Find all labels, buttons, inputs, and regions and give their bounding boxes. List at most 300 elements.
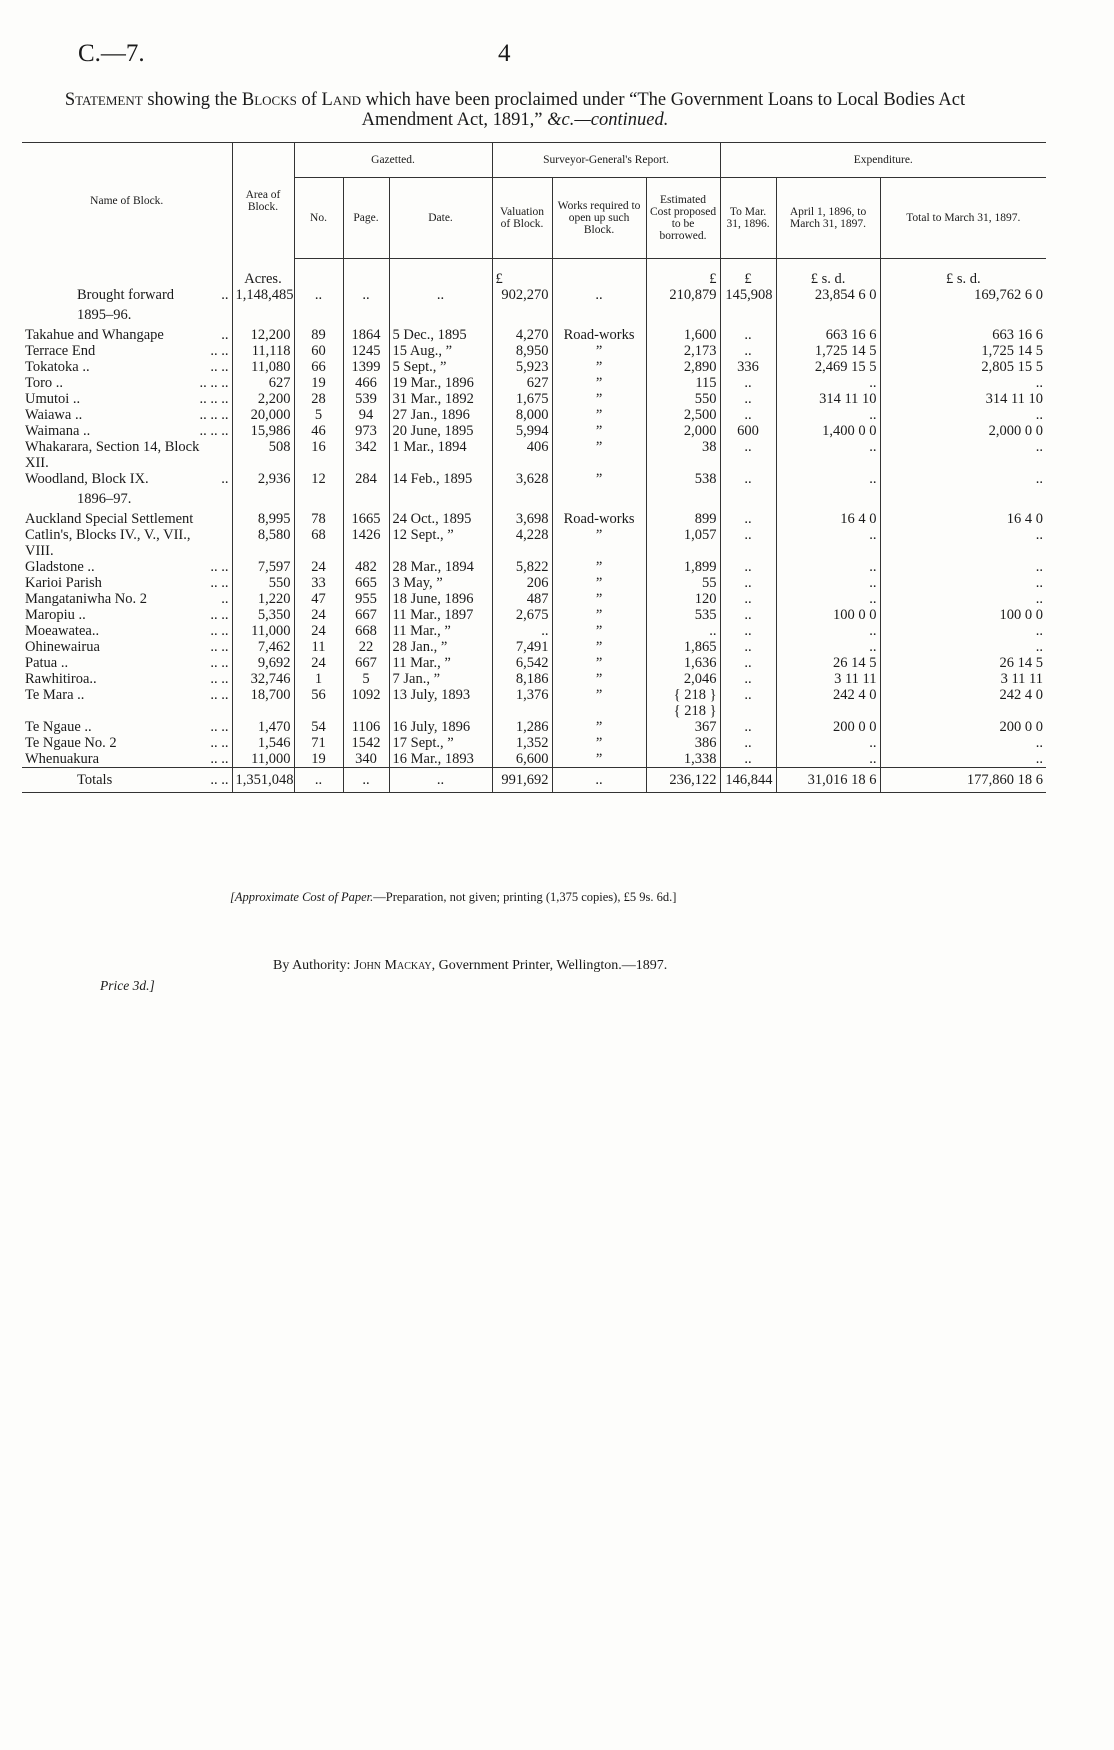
leader-dots: .. <box>221 471 229 487</box>
leader-dots: .. .. <box>210 559 229 575</box>
cell-estimated: 38 <box>646 439 720 455</box>
cell-date: 20 June, 1895 <box>389 423 492 439</box>
block-name-cell <box>22 439 232 455</box>
cell-april: 242 4 0 <box>776 687 880 703</box>
block-name: Rawhitiroa.. <box>25 671 97 687</box>
cell-valuation: 5,923 <box>492 359 552 375</box>
totals-area: 1,351,048 <box>232 768 294 793</box>
col-to-mar-header: To Mar. 31, 1896. <box>720 178 776 259</box>
table-row <box>22 671 1046 687</box>
cell-to-mar: .. <box>720 671 776 687</box>
totals-to-mar: 146,844 <box>720 768 776 793</box>
cell-april: 26 14 5 <box>776 655 880 671</box>
cell-date: 1 Mar., 1894 <box>389 439 492 455</box>
cell-area <box>232 543 294 559</box>
title-suffix: &c.—continued. <box>547 110 669 130</box>
block-name-cell <box>22 391 232 407</box>
table-row <box>22 455 1046 471</box>
totals-estimated: 236,122 <box>646 768 720 793</box>
cell-valuation: 406 <box>492 439 552 455</box>
cell-estimated: 2,890 <box>646 359 720 375</box>
cell-no: 56 <box>294 687 343 703</box>
leader-dots: .. .. <box>210 687 229 703</box>
page-title <box>30 90 1000 130</box>
cell-area: 11,000 <box>232 623 294 639</box>
cell-works: Road-works <box>552 327 646 343</box>
cell-no: 89 <box>294 327 343 343</box>
table-row <box>22 327 1046 343</box>
cell-no: 24 <box>294 655 343 671</box>
cell-area: 32,746 <box>232 671 294 687</box>
cell-works: ” <box>552 639 646 655</box>
approximate-cost-note <box>230 890 676 905</box>
totals-row <box>22 768 1046 793</box>
leader-dots: .. .. <box>210 751 229 767</box>
cell-estimated: 55 <box>646 575 720 591</box>
cell-date: 19 Mar., 1896 <box>389 375 492 391</box>
totals-dots: .. .. <box>210 772 229 788</box>
cell-page <box>343 703 389 719</box>
cell-total: 314 11 10 <box>880 391 1046 407</box>
cell-to-mar: .. <box>720 471 776 487</box>
table-row <box>22 591 1046 607</box>
cell-to-mar <box>720 455 776 471</box>
block-name-cell <box>22 687 232 703</box>
cell-date: 24 Oct., 1895 <box>389 511 492 527</box>
cell-total: 200 0 0 <box>880 719 1046 735</box>
cell-area: 1,546 <box>232 735 294 751</box>
cell-works: ” <box>552 423 646 439</box>
leader-dots: .. <box>221 327 229 343</box>
cell-valuation: 3,698 <box>492 511 552 527</box>
cell-valuation: 1,376 <box>492 687 552 703</box>
cell-page: 1426 <box>343 527 389 543</box>
block-name: Te Ngaue No. 2 <box>25 735 117 751</box>
totals-label: Totals <box>77 772 113 788</box>
cell-total: 2,000 0 0 <box>880 423 1046 439</box>
block-name: Woodland, Block IX. <box>25 471 149 487</box>
cell-estimated: 115 <box>646 375 720 391</box>
cell-page: 284 <box>343 471 389 487</box>
cell-april: .. <box>776 751 880 768</box>
cell-valuation <box>492 543 552 559</box>
cell-valuation <box>492 455 552 471</box>
table-row <box>22 375 1046 391</box>
page-number: 4 <box>498 40 511 67</box>
cell-works: ” <box>552 575 646 591</box>
block-name: VIII. <box>25 543 54 559</box>
title-word-statement: Statement <box>64 90 143 110</box>
cell-works: ” <box>552 407 646 423</box>
col-total-header: Total to March 31, 1897. <box>880 178 1046 259</box>
cell-page: 973 <box>343 423 389 439</box>
totals-page: .. <box>343 768 389 793</box>
brought-forward-label: Brought forward <box>77 287 175 303</box>
unit-april: £ s. d. <box>776 271 880 287</box>
table-row <box>22 719 1046 735</box>
cell-area: 18,700 <box>232 687 294 703</box>
cell-date <box>389 455 492 471</box>
block-name-cell <box>22 639 232 655</box>
cell-works: ” <box>552 735 646 751</box>
cell-total: .. <box>880 735 1046 751</box>
cell-total: .. <box>880 575 1046 591</box>
block-name: Auckland Special Settlement <box>25 511 194 527</box>
block-name-cell <box>22 607 232 623</box>
table-row <box>22 439 1046 455</box>
cell-to-mar: .. <box>720 655 776 671</box>
section-1895-96-row <box>22 303 1046 327</box>
cell-no: 54 <box>294 719 343 735</box>
totals-date: .. <box>389 768 492 793</box>
cell-works: ” <box>552 687 646 703</box>
block-name: Te Ngaue .. <box>25 719 92 735</box>
cell-works: ” <box>552 471 646 487</box>
cell-total <box>880 703 1046 719</box>
cell-to-mar: .. <box>720 751 776 768</box>
col-works-header: Works required to open up such Block. <box>552 178 646 259</box>
title-text-3: which have been proclaimed under “The Government Loans to Local Bodies Act Amendment Act, 1891,” <box>361 90 966 130</box>
cell-date <box>389 543 492 559</box>
table-row <box>22 471 1046 487</box>
cell-total: .. <box>880 407 1046 423</box>
approximate-cost-label: [Approximate Cost of Paper. <box>230 890 374 904</box>
cell-estimated: 550 <box>646 391 720 407</box>
block-name: Tokatoka .. <box>25 359 90 375</box>
statement-table <box>22 142 1046 793</box>
cell-april: .. <box>776 439 880 455</box>
cell-estimated: 1,865 <box>646 639 720 655</box>
section-heading-1895-96: 1895–96. <box>77 307 132 323</box>
cell-estimated: 386 <box>646 735 720 751</box>
cell-no: 78 <box>294 511 343 527</box>
cell-valuation: 4,270 <box>492 327 552 343</box>
block-name-cell <box>22 719 232 735</box>
block-name-cell <box>22 623 232 639</box>
cell-area: 7,597 <box>232 559 294 575</box>
cell-april: .. <box>776 591 880 607</box>
cell-works: ” <box>552 751 646 768</box>
cell-page: 539 <box>343 391 389 407</box>
cell-no: 19 <box>294 751 343 768</box>
block-name: Takahue and Whangape <box>25 327 164 343</box>
cell-page: 1245 <box>343 343 389 359</box>
cell-area: 9,692 <box>232 655 294 671</box>
cell-to-mar: .. <box>720 559 776 575</box>
price: Price 3d.] <box>100 978 155 993</box>
cell-page <box>343 543 389 559</box>
cell-to-mar: .. <box>720 407 776 423</box>
cell-date: 14 Feb., 1895 <box>389 471 492 487</box>
cell-estimated: 1,057 <box>646 527 720 543</box>
unit-to-mar: £ <box>720 271 776 287</box>
cell-valuation: 6,542 <box>492 655 552 671</box>
cell-area: 20,000 <box>232 407 294 423</box>
cell-valuation: 1,675 <box>492 391 552 407</box>
col-name-header: Name of Block. <box>22 143 232 259</box>
cell-area <box>232 703 294 719</box>
cell-page: 1106 <box>343 719 389 735</box>
cell-date: 31 Mar., 1892 <box>389 391 492 407</box>
cell-page: 22 <box>343 639 389 655</box>
cell-area: 508 <box>232 439 294 455</box>
block-name-cell <box>22 359 232 375</box>
cell-page: 466 <box>343 375 389 391</box>
block-name-cell <box>22 751 232 768</box>
cell-page: 1542 <box>343 735 389 751</box>
totals-valuation: 991,692 <box>492 768 552 793</box>
leader-dots: .. .. .. <box>199 391 229 407</box>
cell-no: 11 <box>294 639 343 655</box>
leader-dots: .. .. <box>210 575 229 591</box>
cell-page: 1092 <box>343 687 389 703</box>
cell-no <box>294 455 343 471</box>
block-name: Whenuakura <box>25 751 100 767</box>
block-name-cell <box>22 375 232 391</box>
cell-no: 33 <box>294 575 343 591</box>
cell-works: ” <box>552 591 646 607</box>
cell-estimated: 535 <box>646 607 720 623</box>
cell-no: 19 <box>294 375 343 391</box>
cell-to-mar <box>720 703 776 719</box>
cell-no: 5 <box>294 407 343 423</box>
cell-page: 342 <box>343 439 389 455</box>
brought-forward-dots: .. <box>221 287 229 303</box>
cell-works: ” <box>552 623 646 639</box>
cell-valuation: 5,822 <box>492 559 552 575</box>
cell-april: .. <box>776 471 880 487</box>
cell-no <box>294 543 343 559</box>
cell-valuation: 5,994 <box>492 423 552 439</box>
cell-no: 47 <box>294 591 343 607</box>
cell-valuation: 627 <box>492 375 552 391</box>
table-row <box>22 607 1046 623</box>
cell-valuation: 487 <box>492 591 552 607</box>
cell-no: 1 <box>294 671 343 687</box>
cell-no: 24 <box>294 559 343 575</box>
block-name-cell <box>22 543 232 559</box>
cell-no <box>294 703 343 719</box>
cell-works <box>552 543 646 559</box>
brought-forward-row <box>22 287 1046 303</box>
block-name-cell <box>22 511 232 527</box>
totals-total: 177,860 18 6 <box>880 768 1046 793</box>
cell-works: ” <box>552 375 646 391</box>
table-row <box>22 639 1046 655</box>
cell-area: 1,470 <box>232 719 294 735</box>
cell-to-mar: .. <box>720 375 776 391</box>
cell-area: 2,936 <box>232 471 294 487</box>
block-name-cell <box>22 703 232 719</box>
title-text-1: showing the <box>142 90 242 110</box>
unit-total: £ s. d. <box>880 271 1046 287</box>
cell-to-mar: .. <box>720 439 776 455</box>
table-row <box>22 343 1046 359</box>
cell-april: 100 0 0 <box>776 607 880 623</box>
block-name-cell <box>22 559 232 575</box>
block-name: Moeawatea.. <box>25 623 100 639</box>
block-name: Ohinewairua <box>25 639 100 655</box>
block-name-cell <box>22 407 232 423</box>
brought-forward-valuation: 902,270 <box>492 287 552 303</box>
cell-to-mar: .. <box>720 591 776 607</box>
cell-works: Road-works <box>552 511 646 527</box>
cell-total: 26 14 5 <box>880 655 1046 671</box>
cell-total: 2,805 15 5 <box>880 359 1046 375</box>
cell-estimated <box>646 455 720 471</box>
block-name: Gladstone .. <box>25 559 95 575</box>
cell-works: ” <box>552 439 646 455</box>
cell-date: 5 Dec., 1895 <box>389 327 492 343</box>
cell-total: .. <box>880 559 1046 575</box>
cell-total: 242 4 0 <box>880 687 1046 703</box>
cell-to-mar: .. <box>720 527 776 543</box>
col-valuation-header: Valuation of Block. <box>492 178 552 259</box>
cell-no: 71 <box>294 735 343 751</box>
cell-area: 7,462 <box>232 639 294 655</box>
cell-works: ” <box>552 607 646 623</box>
totals-works: .. <box>552 768 646 793</box>
table-row <box>22 423 1046 439</box>
block-name-cell <box>22 655 232 671</box>
leader-dots: .. .. <box>210 655 229 671</box>
block-name-cell <box>22 527 232 543</box>
cell-april: .. <box>776 735 880 751</box>
cell-total: .. <box>880 439 1046 455</box>
brought-forward-no: .. <box>294 287 343 303</box>
cell-no: 66 <box>294 359 343 375</box>
printer-name: John Mackay <box>353 958 432 973</box>
leader-dots: .. .. .. <box>199 423 229 439</box>
authority-line <box>273 958 667 974</box>
cell-page: 340 <box>343 751 389 768</box>
cell-april: .. <box>776 375 880 391</box>
cell-estimated: { 218 } <box>646 687 720 703</box>
cell-estimated: 538 <box>646 471 720 487</box>
cell-works: ” <box>552 655 646 671</box>
cell-date <box>389 703 492 719</box>
leader-dots: .. .. <box>210 359 229 375</box>
cell-date: 11 Mar., ” <box>389 623 492 639</box>
block-name: Patua .. <box>25 655 69 671</box>
cell-page: 667 <box>343 655 389 671</box>
cell-total: .. <box>880 639 1046 655</box>
col-area-header: Area of Block. <box>232 143 294 259</box>
title-word-blocks: Blocks <box>241 90 297 110</box>
cell-estimated: 2,046 <box>646 671 720 687</box>
block-name: Waimana .. <box>25 423 91 439</box>
cell-page: 94 <box>343 407 389 423</box>
cell-area: 15,986 <box>232 423 294 439</box>
table-row <box>22 655 1046 671</box>
group-surveyor-report: Surveyor-General's Report. <box>492 143 720 178</box>
section-1896-97-row <box>22 487 1046 511</box>
cell-to-mar: .. <box>720 719 776 735</box>
cell-estimated: 1,636 <box>646 655 720 671</box>
cell-valuation: 4,228 <box>492 527 552 543</box>
cell-page: 482 <box>343 559 389 575</box>
cell-works: ” <box>552 391 646 407</box>
leader-dots: .. .. <box>210 719 229 735</box>
brought-forward-date: .. <box>389 287 492 303</box>
brought-forward-page: .. <box>343 287 389 303</box>
cell-valuation: 1,352 <box>492 735 552 751</box>
cell-april <box>776 703 880 719</box>
cell-total: .. <box>880 623 1046 639</box>
cell-date: 18 June, 1896 <box>389 591 492 607</box>
cell-date: 3 May, ” <box>389 575 492 591</box>
block-name-cell <box>22 735 232 751</box>
cell-no: 24 <box>294 623 343 639</box>
cell-april: 663 16 6 <box>776 327 880 343</box>
cell-area: 8,580 <box>232 527 294 543</box>
cell-total: .. <box>880 751 1046 768</box>
group-gazetted: Gazetted. <box>294 143 492 178</box>
brought-forward-to-mar: 145,908 <box>720 287 776 303</box>
cell-april: 314 11 10 <box>776 391 880 407</box>
unit-valuation: £ <box>492 271 552 287</box>
table-body <box>22 271 1046 793</box>
cell-total: 100 0 0 <box>880 607 1046 623</box>
cell-works: ” <box>552 671 646 687</box>
block-name-cell <box>22 471 232 487</box>
cell-page <box>343 455 389 471</box>
col-page-header: Page. <box>343 178 389 259</box>
cell-valuation: 6,600 <box>492 751 552 768</box>
group-expenditure: Expenditure. <box>720 143 1046 178</box>
cell-april: 1,400 0 0 <box>776 423 880 439</box>
block-name-cell <box>22 343 232 359</box>
section-heading-1896-97: 1896–97. <box>77 491 132 507</box>
cell-works <box>552 455 646 471</box>
cell-area: 12,200 <box>232 327 294 343</box>
cell-page: 668 <box>343 623 389 639</box>
cell-total <box>880 455 1046 471</box>
brought-forward-april: 23,854 6 0 <box>776 287 880 303</box>
cell-estimated: 899 <box>646 511 720 527</box>
table-header <box>22 143 1046 272</box>
table-row <box>22 735 1046 751</box>
approximate-cost-text: —Preparation, not given; printing (1,375 copies), £5 9s. 6d.] <box>373 890 677 904</box>
cell-area: 11,118 <box>232 343 294 359</box>
table-row <box>22 407 1046 423</box>
cell-works: ” <box>552 359 646 375</box>
brought-forward-estimated: 210,879 <box>646 287 720 303</box>
cell-date: 11 Mar., 1897 <box>389 607 492 623</box>
cell-total: 16 4 0 <box>880 511 1046 527</box>
leader-dots: .. <box>221 591 229 607</box>
cell-works: ” <box>552 559 646 575</box>
cell-total: .. <box>880 527 1046 543</box>
brought-forward-total: 169,762 6 0 <box>880 287 1046 303</box>
table-row <box>22 559 1046 575</box>
cell-april: .. <box>776 559 880 575</box>
document-code: C.—7. <box>78 40 145 67</box>
cell-date: 17 Sept., ” <box>389 735 492 751</box>
leader-dots: .. .. .. <box>199 375 229 391</box>
cell-no: 46 <box>294 423 343 439</box>
cell-to-mar: .. <box>720 607 776 623</box>
cell-date: 15 Aug., ” <box>389 343 492 359</box>
block-name: Karioi Parish <box>25 575 102 591</box>
cell-page: 1399 <box>343 359 389 375</box>
cell-total <box>880 543 1046 559</box>
cell-valuation: .. <box>492 623 552 639</box>
cell-estimated <box>646 543 720 559</box>
cell-valuation: 1,286 <box>492 719 552 735</box>
block-name: Whakarara, Section 14, Block <box>25 439 200 455</box>
table-row <box>22 391 1046 407</box>
